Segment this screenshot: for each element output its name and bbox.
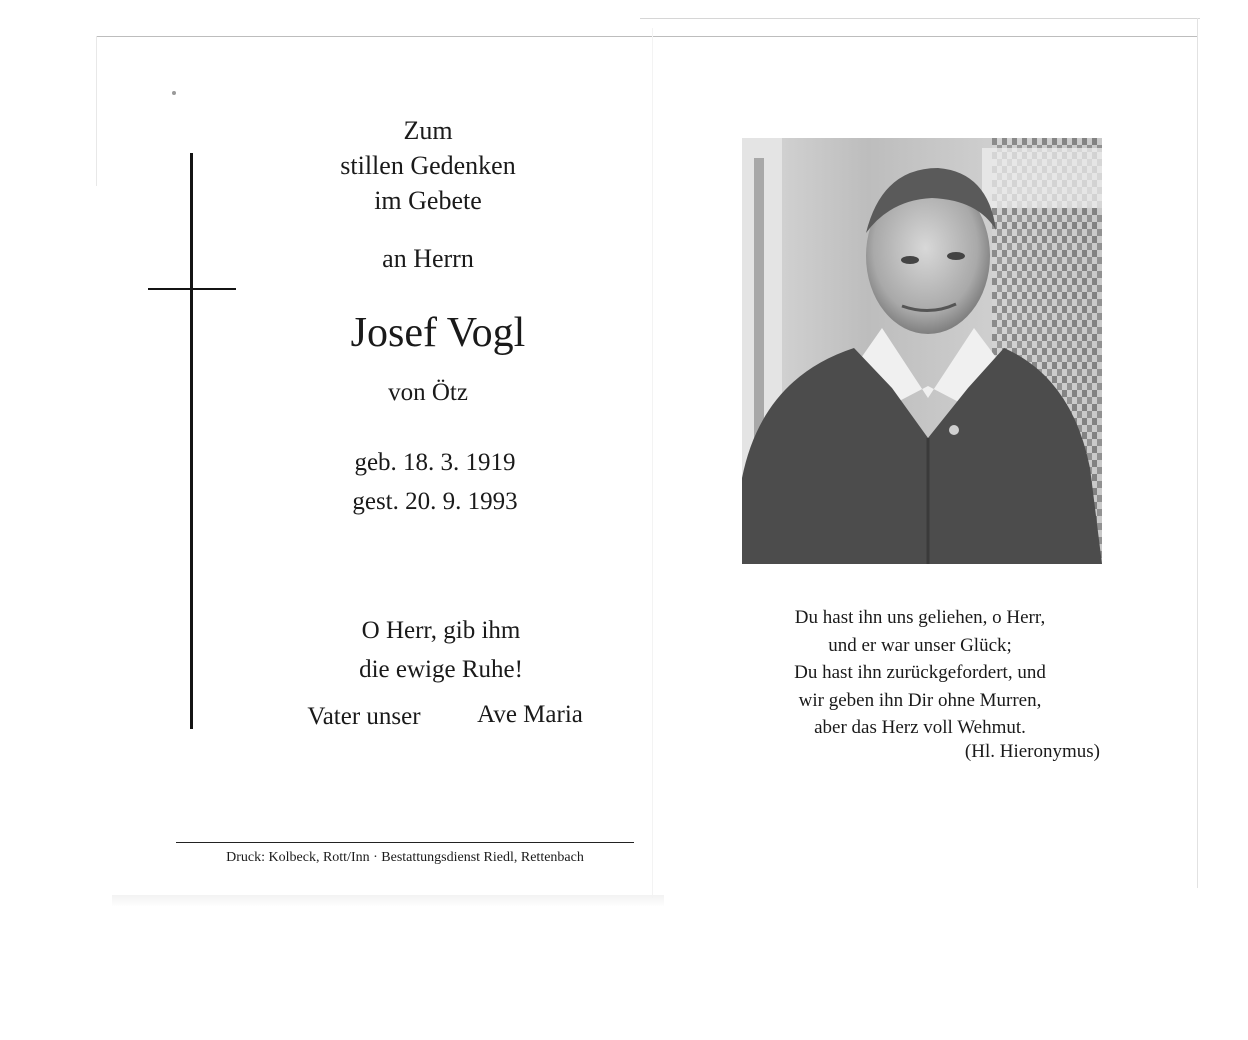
poem-line-4: wir geben ihn Dir ohne Murren, [798, 689, 1042, 711]
birth-date: geb. 18. 3. 1919 [354, 449, 516, 476]
card-fold [652, 28, 653, 898]
cross-icon-horizontal [148, 288, 236, 290]
paper-speck [172, 91, 176, 95]
poem-line-3: Du hast ihn zurückgefordert, und [794, 662, 1046, 683]
card-edge [640, 18, 1200, 19]
prayer-line-2: die ewige Ruhe! [359, 656, 523, 683]
death-date: gest. 20. 9. 1993 [352, 488, 518, 515]
card-edge [1197, 18, 1198, 888]
printer-divider [176, 842, 634, 843]
poem-line-1: Du hast ihn uns geliehen, o Herr, [794, 607, 1046, 628]
prayer-line-1: O Herr, gib ihm [361, 617, 521, 644]
printer-credit: Druck: Kolbeck, Rott/Inn · Bestattungsdienst Riedl, Rettenbach [226, 850, 584, 865]
origin: von Ötz [388, 379, 468, 406]
heading-line-2: stillen Gedenken [340, 151, 516, 180]
poem-line-5: aber das Herz voll Wehmut. [814, 717, 1026, 738]
heading-line-3: im Gebete [374, 186, 482, 215]
card-edge [96, 36, 1198, 37]
cross-icon-vertical [190, 153, 193, 729]
salutation: an Herrn [382, 244, 474, 273]
heading-line-1: Zum [403, 116, 453, 145]
prayer-vater-unser: Vater unser [307, 703, 421, 730]
poem [740, 604, 1100, 742]
card-edge [96, 36, 97, 186]
page-shadow [112, 895, 664, 907]
poem-attribution: (Hl. Hieronymus) [964, 741, 1100, 762]
poem-line-2: und er war unser Glück; [828, 634, 1012, 656]
prayer-ave-maria: Ave Maria [477, 701, 583, 728]
portrait-photo [742, 138, 1102, 564]
deceased-name: Josef Vogl [350, 310, 526, 356]
